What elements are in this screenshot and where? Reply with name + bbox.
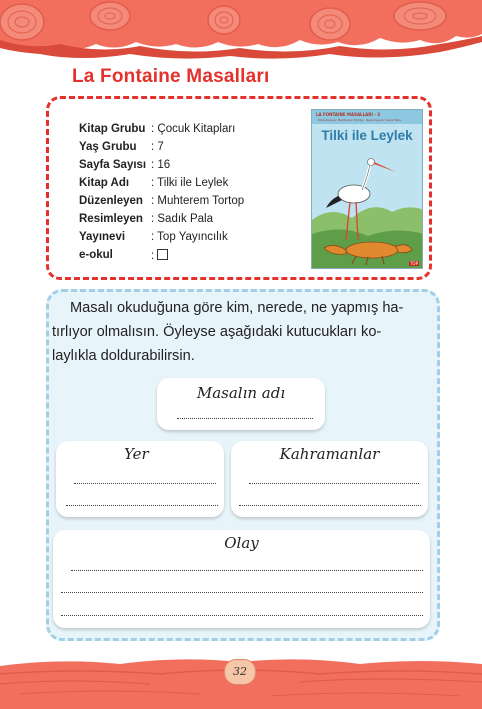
book-cover bbox=[311, 109, 423, 269]
story-name-label: Masalın adı bbox=[196, 384, 286, 402]
book-info-card bbox=[46, 96, 432, 280]
top-wood-banner bbox=[0, 0, 482, 62]
info-value: : Sadık Pala bbox=[151, 213, 214, 225]
info-label: Yayınevi bbox=[79, 231, 126, 243]
info-label: Sayfa Sayısı bbox=[79, 159, 147, 171]
characters-answer-line[interactable] bbox=[249, 483, 419, 484]
story-name-answer-line[interactable] bbox=[177, 418, 313, 419]
instruction-line: tırlıyor olmalısın. Öyleyse aşağıdaki kutucukları ko- bbox=[52, 324, 382, 340]
info-value: : Top Yayıncılık bbox=[151, 231, 228, 243]
event-label: Olay bbox=[224, 534, 259, 552]
cover-series: LA FONTAINE MASALLARI - 3 bbox=[316, 112, 381, 117]
info-value: : 7 bbox=[151, 141, 164, 153]
characters-box bbox=[231, 441, 428, 517]
e-okul-checkbox[interactable] bbox=[157, 249, 168, 260]
story-name-box bbox=[157, 378, 325, 430]
info-value: : bbox=[151, 250, 155, 262]
info-label: Düzenleyen bbox=[79, 195, 143, 207]
cover-credits: Düzenleyen: Muhterem Tortop · Resimleyen: Sadık Pala bbox=[318, 118, 401, 122]
info-label: e-okul bbox=[79, 249, 113, 261]
event-answer-line[interactable] bbox=[61, 592, 423, 593]
info-label: Resimleyen bbox=[79, 213, 143, 225]
characters-answer-line[interactable] bbox=[239, 505, 421, 506]
cover-title: Tilki ile Leylek bbox=[321, 128, 413, 143]
page-number: 32 bbox=[224, 659, 256, 685]
place-label: Yer bbox=[124, 445, 149, 463]
info-label: Yaş Grubu bbox=[79, 141, 137, 153]
place-box bbox=[56, 441, 224, 517]
cover-publisher: TOP bbox=[409, 261, 418, 266]
info-value: : 16 bbox=[151, 159, 171, 171]
info-label: Kitap Grubu bbox=[79, 123, 146, 135]
event-answer-line[interactable] bbox=[61, 615, 423, 616]
event-box bbox=[53, 530, 430, 628]
cover-illustration bbox=[312, 150, 423, 269]
place-answer-line[interactable] bbox=[74, 483, 216, 484]
page-title: La Fontaine Masalları bbox=[72, 66, 270, 87]
characters-label: Kahramanlar bbox=[279, 445, 380, 463]
info-value: : Çocuk Kitapları bbox=[151, 123, 236, 135]
info-label: Kitap Adı bbox=[79, 177, 130, 189]
info-value: : Tilki ile Leylek bbox=[151, 177, 229, 189]
instruction-line: Masalı okuduğuna göre kim, nerede, ne yapmış ha- bbox=[70, 300, 404, 316]
instruction-line: laylıkla doldurabilirsin. bbox=[52, 348, 195, 364]
event-answer-line[interactable] bbox=[71, 570, 423, 571]
place-answer-line[interactable] bbox=[66, 505, 218, 506]
info-value: : Muhterem Tortop bbox=[151, 195, 245, 207]
instructions bbox=[52, 296, 440, 368]
